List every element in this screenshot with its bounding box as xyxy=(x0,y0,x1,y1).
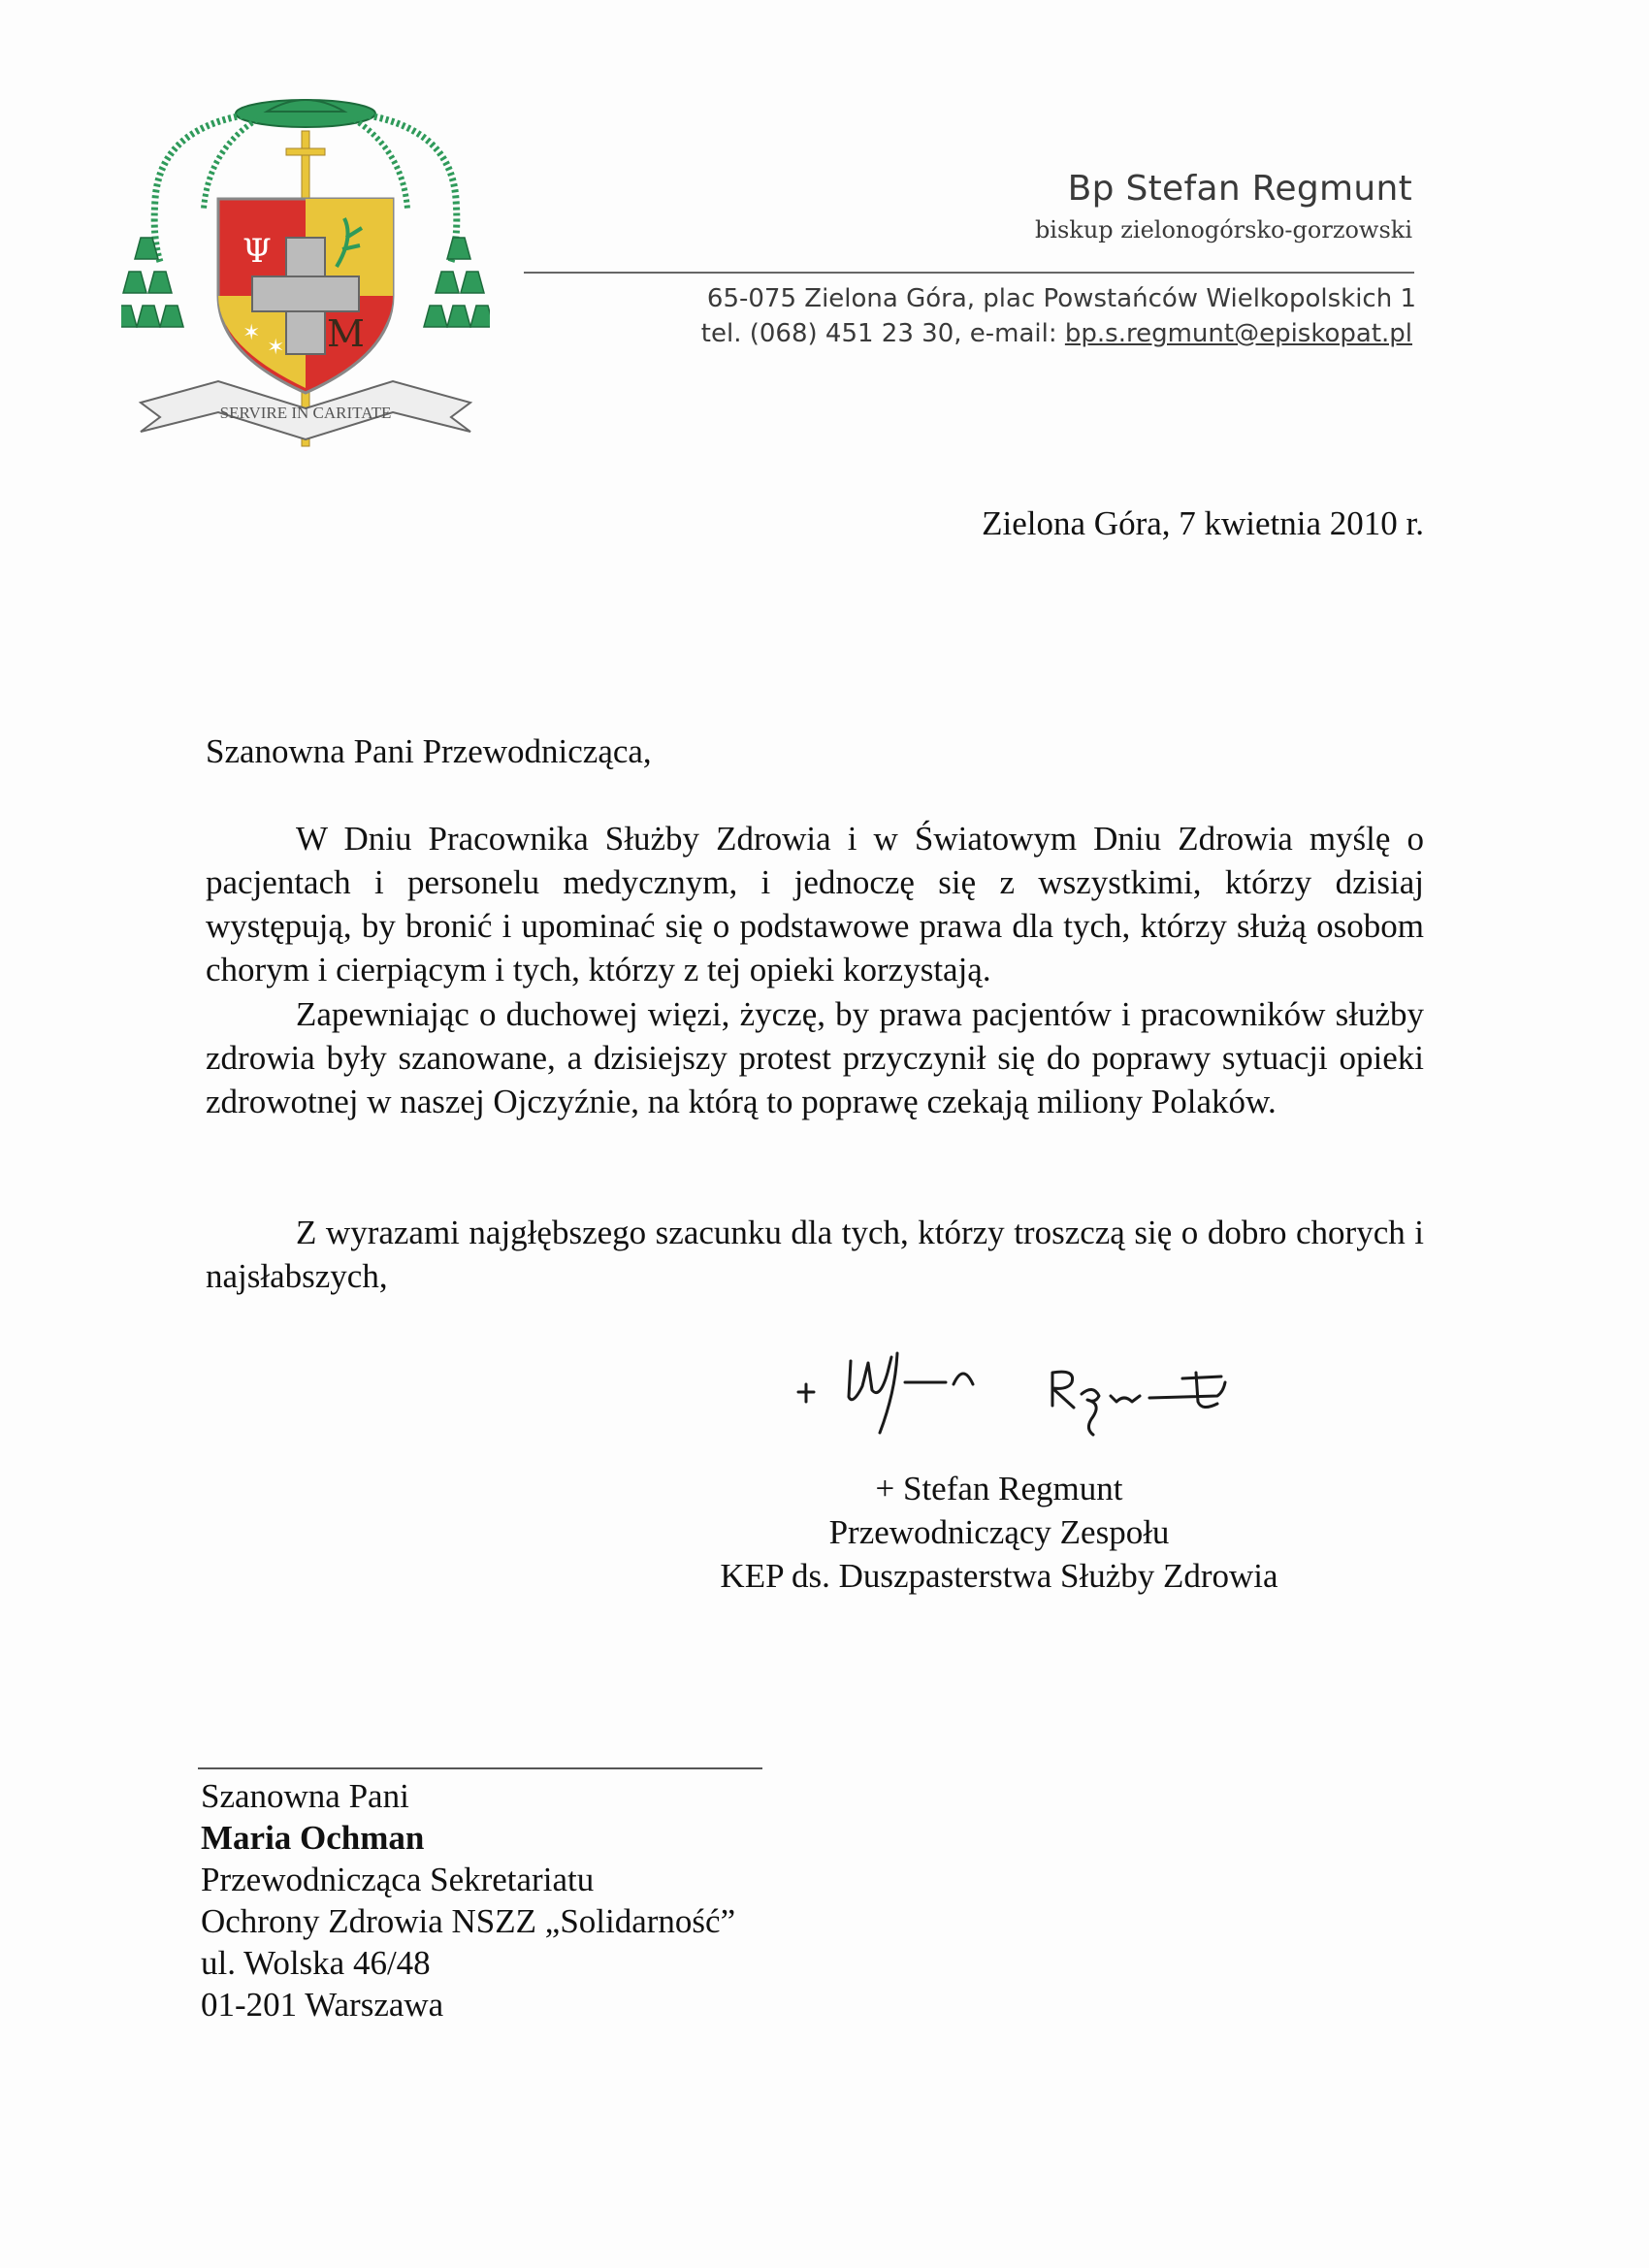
body-paragraph xyxy=(206,817,1424,991)
greeting: Szanowna Pani Przewodnicząca, xyxy=(206,732,652,770)
svg-text:✶: ✶ xyxy=(267,336,285,360)
signer-name: + Stefan Regmunt xyxy=(875,1470,1123,1507)
motto-text: SERVIRE IN CARITATE xyxy=(219,404,392,422)
email-link[interactable]: bp.s.regmunt@episkopat.pl xyxy=(1064,319,1412,348)
recipient-name: Maria Ochman xyxy=(201,1819,425,1857)
sender-title: biskup zielonogórsko-gorzowski xyxy=(1034,216,1412,243)
letterhead-divider xyxy=(524,272,1414,274)
signer-organization: KEP ds. Duszpasterstwa Służby Zdrowia xyxy=(720,1557,1278,1595)
paragraph-text: Zapewniając o duchowej więzi, życzę, by prawa pacjentów i pracowników służby zdrowia były szanowane, a dzisiejszy protest przyczynił się do poprawy sytuacji opieki zdrowotnej w naszej Ojczyźnie, na którą to poprawę czekają miliony Polaków. xyxy=(206,995,1424,1120)
recipient-divider xyxy=(198,1767,762,1769)
svg-text:M: M xyxy=(327,312,365,355)
sender-contact xyxy=(701,319,1412,348)
signer-role: Przewodniczący Zespołu xyxy=(828,1513,1170,1551)
signature-block xyxy=(669,1467,1329,1598)
letter-date: Zielona Góra, 7 kwietnia 2010 r. xyxy=(982,504,1424,542)
paragraph-text: Z wyrazami najgłębszego szacunku dla tych, którzy troszczą się o dobro chorych i najsłabszych, xyxy=(206,1214,1424,1295)
recipient-city: 01-201 Warszawa xyxy=(201,1986,444,2024)
svg-text:Ψ: Ψ xyxy=(242,232,272,271)
paragraph-text: W Dniu Pracownika Służby Zdrowia i w Światowym Dniu Zdrowia myślę o pacjentach i personelu medycznym, i jednoczę się z wszystkimi, którzy dzisiaj występują, by bronić i upominać się o podstawowe prawa dla tych, którzy służą osobom chorym i cierpiącym i tych, którzy z tej opieki korzystają. xyxy=(206,820,1424,988)
handwritten-signature xyxy=(791,1344,1256,1450)
recipient-street: ul. Wolska 46/48 xyxy=(201,1944,431,1982)
recipient-organization: Ochrony Zdrowia NSZZ „Solidarność” xyxy=(201,1902,736,1940)
sender-name: Bp Stefan Regmunt xyxy=(1067,169,1412,209)
recipient-role: Przewodnicząca Sekretariatu xyxy=(201,1861,595,1898)
body-paragraph xyxy=(206,1211,1424,1298)
body-paragraph xyxy=(206,992,1424,1123)
sender-address: 65-075 Zielona Góra, plac Powstańców Wielkopolskich 1 xyxy=(706,284,1416,313)
coat-of-arms-icon xyxy=(121,92,490,451)
contact-phone: tel. (068) 451 23 30, e-mail: xyxy=(700,319,1065,348)
recipient-salutation: Szanowna Pani xyxy=(201,1777,409,1815)
svg-text:✶: ✶ xyxy=(242,321,261,345)
recipient-address xyxy=(201,1775,735,2025)
